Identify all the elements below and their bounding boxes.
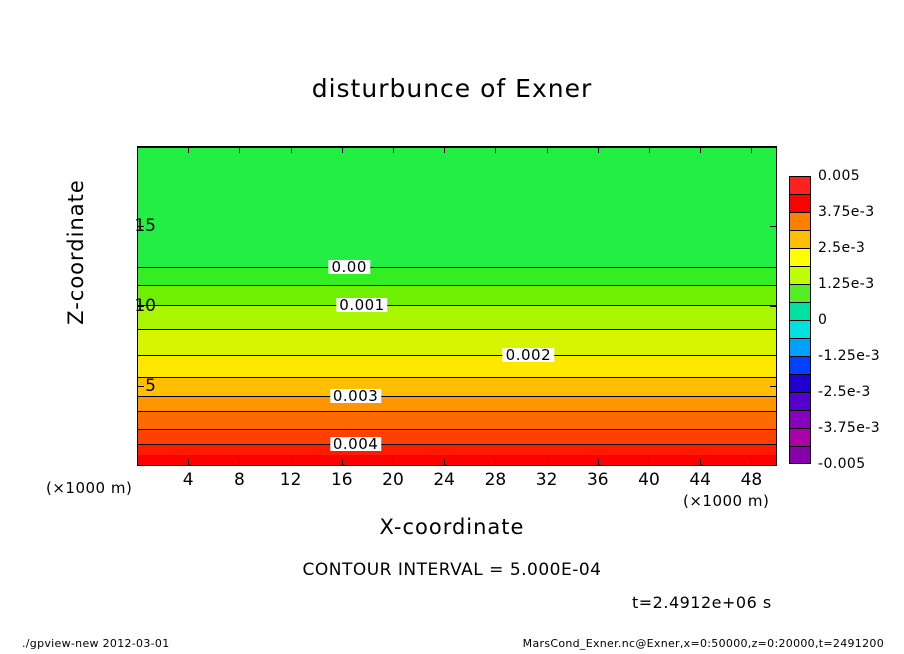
x-tick [547, 459, 548, 466]
colorbar-cell [790, 393, 810, 411]
time-label: t=2.4912e+06 s [632, 593, 772, 612]
contour-band [138, 267, 776, 285]
contour-plot-area [137, 146, 777, 466]
colorbar-cell [790, 231, 810, 249]
x-tick [700, 146, 701, 153]
footer-left: ./gpview-new 2012-03-01 [22, 637, 170, 650]
y-tick-label: 5 [145, 376, 156, 396]
x-tick [239, 459, 240, 466]
y-tick-label: 15 [134, 216, 156, 236]
contour-band [138, 429, 776, 444]
contour-label: 0.00 [328, 260, 369, 274]
contour-minor-line [138, 377, 776, 378]
x-tick [649, 459, 650, 466]
colorbar-tick-label: -3.75e-3 [818, 420, 880, 436]
contour-band [138, 355, 776, 377]
y-tick [770, 226, 777, 227]
colorbar-tick-label: -2.5e-3 [818, 384, 871, 400]
x-tick-label: 48 [740, 470, 763, 490]
x-tick-label: 28 [484, 470, 507, 490]
x-tick-label: 8 [233, 470, 245, 490]
contour-minor-line [138, 285, 776, 286]
contour-minor-line [138, 411, 776, 412]
contour-line [138, 444, 776, 445]
colorbar-cell [790, 411, 810, 429]
contour-band [138, 305, 776, 329]
x-tick [291, 459, 292, 466]
x-axis-title: X-coordinate [379, 515, 525, 539]
contour-band [138, 285, 776, 306]
contour-line [138, 305, 776, 306]
x-tick [700, 459, 701, 466]
x-axis-unit-left: (×1000 m) [46, 479, 133, 497]
colorbar-cell [790, 177, 810, 195]
contour-band [138, 377, 776, 395]
colorbar [789, 176, 811, 464]
x-tick [751, 459, 752, 466]
contour-label: 0.004 [330, 437, 381, 451]
colorbar-cell [790, 213, 810, 231]
x-axis-unit-right: (×1000 m) [683, 492, 770, 510]
contour-label: 0.002 [503, 348, 554, 362]
x-tick [393, 459, 394, 466]
x-tick [188, 146, 189, 153]
x-tick-label: 16 [330, 470, 353, 490]
y-tick-label: 10 [134, 296, 156, 316]
x-tick-label: 40 [638, 470, 660, 490]
colorbar-tick-label: 2.5e-3 [818, 240, 866, 256]
contour-label: 0.003 [330, 389, 381, 403]
x-tick [598, 459, 599, 466]
colorbar-cell [790, 429, 810, 447]
contour-line [138, 396, 776, 397]
x-tick-label: 32 [535, 470, 558, 490]
colorbar-cell [790, 285, 810, 303]
x-tick [188, 459, 189, 466]
colorbar-cell [790, 447, 810, 464]
contour-line [138, 267, 776, 268]
colorbar-cell [790, 249, 810, 267]
contour-band [138, 455, 776, 466]
contour-band [138, 147, 776, 267]
x-tick [342, 146, 343, 153]
y-tick [770, 306, 777, 307]
x-tick [393, 146, 394, 153]
colorbar-tick-label: 0.005 [818, 168, 861, 184]
contour-band [138, 444, 776, 455]
x-tick-label: 20 [382, 470, 404, 490]
contour-interval-label: CONTOUR INTERVAL = 5.000E-04 [302, 560, 602, 580]
x-tick-label: 4 [182, 470, 194, 490]
colorbar-cell [790, 375, 810, 393]
x-tick-label: 44 [689, 470, 712, 490]
x-tick [342, 459, 343, 466]
x-tick [495, 459, 496, 466]
contour-label: 0.001 [336, 298, 387, 312]
x-tick [291, 146, 292, 153]
colorbar-tick-label: 3.75e-3 [818, 204, 875, 220]
colorbar-cell [790, 303, 810, 321]
contour-band [138, 329, 776, 355]
colorbar-cell [790, 321, 810, 339]
x-tick [547, 146, 548, 153]
colorbar-cell [790, 339, 810, 357]
x-tick [444, 459, 445, 466]
contour-line [138, 355, 776, 356]
x-tick [598, 146, 599, 153]
x-tick [444, 146, 445, 153]
colorbar-tick-label: -0.005 [818, 456, 866, 472]
x-tick [649, 146, 650, 153]
colorbar-tick-label: 1.25e-3 [818, 276, 875, 292]
x-tick-label: 36 [586, 470, 609, 490]
contour-minor-line [138, 147, 776, 148]
y-tick [770, 386, 777, 387]
y-axis-title: Z-coordinate [64, 179, 88, 325]
colorbar-cell [790, 195, 810, 213]
colorbar-tick-label: -1.25e-3 [818, 348, 880, 364]
x-tick [495, 146, 496, 153]
colorbar-tick-label: 0 [818, 312, 828, 328]
contour-band [138, 411, 776, 429]
contour-minor-line [138, 429, 776, 430]
x-tick [751, 146, 752, 153]
footer-right: MarsCond_Exner.nc@Exner,x=0:50000,z=0:20000,t=2491200 [522, 637, 884, 650]
contour-band [138, 396, 776, 411]
x-tick [239, 146, 240, 153]
colorbar-cell [790, 357, 810, 375]
colorbar-cell [790, 267, 810, 285]
contour-minor-line [138, 329, 776, 330]
page-title: disturbunce of Exner [311, 74, 593, 103]
x-tick-label: 12 [279, 470, 302, 490]
x-tick-label: 24 [433, 470, 456, 490]
